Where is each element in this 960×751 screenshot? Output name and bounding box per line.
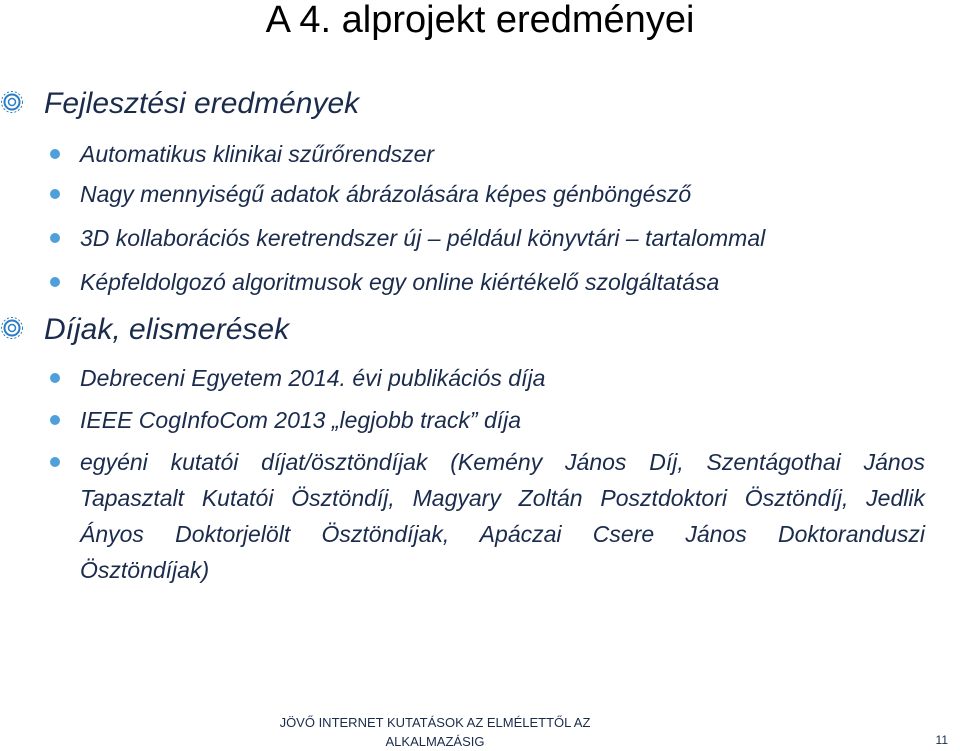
page-number: 11 [935,733,948,747]
list-item-text: Nagy mennyiségű adatok ábrázolására képes génböngésző [80,181,692,207]
section-heading-1 [0,80,960,130]
list-item-text: Képfeldolgozó algoritmusok egy online kiértékelő szolgáltatása [80,269,720,295]
dot-icon [50,373,60,383]
list-item-text: IEEE CogInfoCom 2013 „legjobb track” díja [80,407,522,433]
slide-title: A 4. alprojekt eredményei [265,0,695,41]
dot-icon [50,149,60,159]
footer [270,713,600,751]
list-item-text: Debreceni Egyetem 2014. évi publikációs díja [80,365,546,391]
sun-ring-icon [0,316,36,340]
section-heading-text: Fejlesztési eredmények [44,87,360,120]
list-item-text: egyéni kutatói díjat/ösztöndíjak (Kemény János Díj, Szentágothai János Tapasztalt Kutatói Ösztöndíj, Magyary Zoltán Posztdoktori Ösztöndíj, Jedlik Ányos Doktorjelölt Ösztöndíjak, Apáczai Csere János Doktoranduszi Ösztöndíjak) [80,449,925,583]
section-heading-2 [0,306,960,356]
dot-icon [50,415,60,425]
dot-icon [50,277,60,287]
footer-line-2: ALKALMAZÁSIG [385,734,485,749]
dot-icon [50,189,60,199]
dot-icon [50,233,60,243]
dot-icon [50,457,60,467]
footer-line-1: JÖVŐ INTERNET KUTATÁSOK AZ ELMÉLETTŐL AZ [279,715,591,730]
list-item-text: Automatikus klinikai szűrőrendszer [80,141,435,167]
section-heading-text: Díjak, elismerések [44,313,290,346]
sun-ring-icon [0,90,36,114]
list-item-text: 3D kollaborációs keretrendszer új – például könyvtári – tartalommal [80,225,766,251]
